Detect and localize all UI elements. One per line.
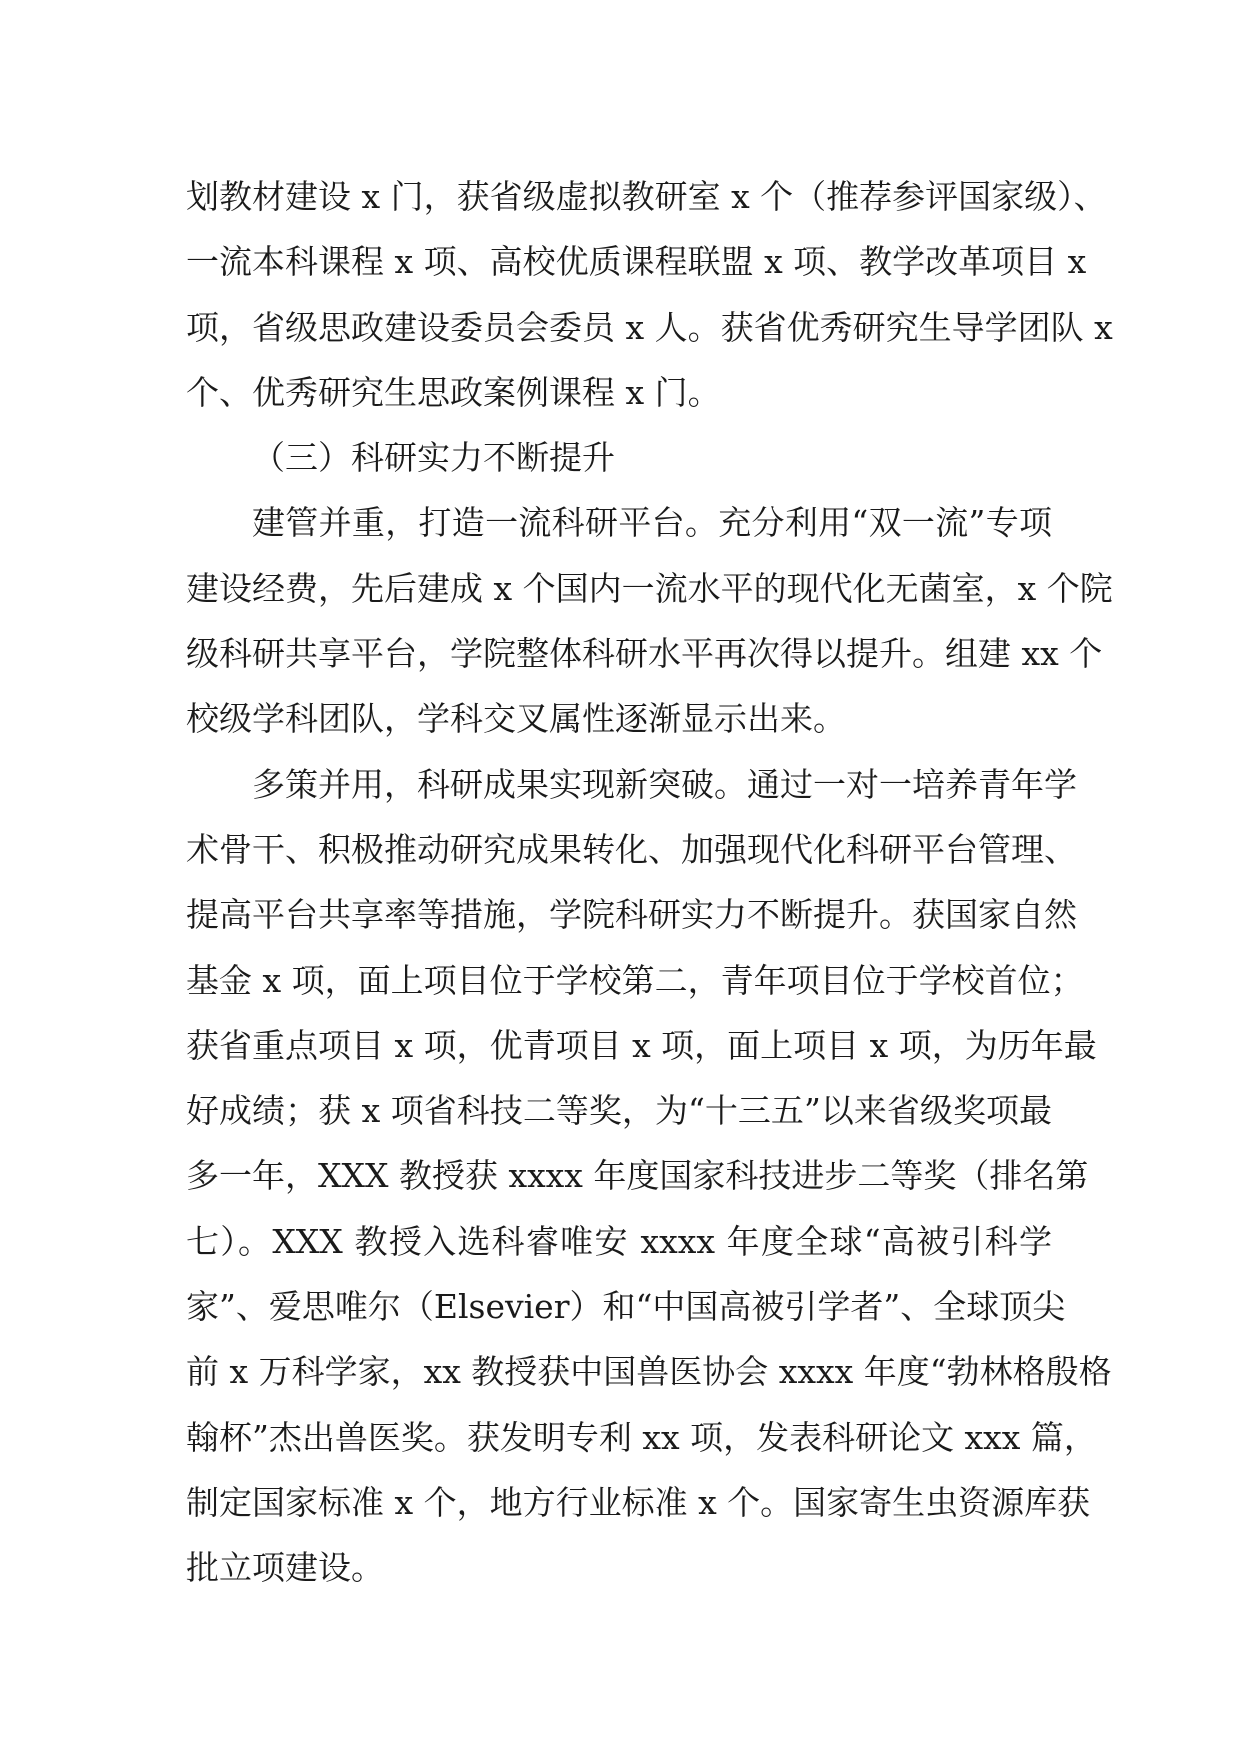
paragraph-line: 好成绩；获 x 项省科技二等奖，为“十三五”以来省级奖项最 xyxy=(186,1091,1052,1131)
paragraph-line: 校级学科团队，学科交叉属性逐渐显示出来。 xyxy=(186,699,846,739)
paragraph-line: 项，省级思政建设委员会委员 x 人。获省优秀研究生导学团队 x xyxy=(186,307,1113,347)
section-heading: （三）科研实力不断提升 xyxy=(252,438,615,478)
paragraph-line: 建设经费，先后建成 x 个国内一流水平的现代化无菌室，x 个院 xyxy=(186,568,1113,608)
paragraph-line: 翰杯”杰出兽医奖。获发明专利 xx 项，发表科研论文 xxx 篇， xyxy=(186,1417,1097,1457)
paragraph-line: 个、优秀研究生思政案例课程 x 门。 xyxy=(186,372,721,412)
paragraph-line: 批立项建设。 xyxy=(186,1548,384,1588)
paragraph-line: 制定国家标准 x 个，地方行业标准 x 个。国家寄生虫资源库获 xyxy=(186,1482,1091,1522)
paragraph-line: 多一年，XXX 教授获 xxxx 年度国家科技进步二等奖（排名第 xyxy=(186,1156,1089,1196)
paragraph-line: 提高平台共享率等措施，学院科研实力不断提升。获国家自然 xyxy=(186,895,1077,935)
paragraph-line: 划教材建设 x 门，获省级虚拟教研室 x 个（推荐参评国家级）、 xyxy=(186,177,1107,216)
paragraph-line: 一流本科课程 x 项、高校优质课程联盟 x 项、教学改革项目 x xyxy=(186,242,1087,282)
paragraph-line: 级科研共享平台，学院整体科研水平再次得以提升。组建 xx 个 xyxy=(186,634,1103,674)
paragraph-line: 术骨干、积极推动研究成果转化、加强现代化科研平台管理、 xyxy=(186,829,1077,869)
document-page xyxy=(186,164,1113,1601)
paragraph-line: 多策并用，科研成果实现新突破。通过一对一培养青年学 xyxy=(252,764,1077,804)
paragraph-line: 获省重点项目 x 项，优青项目 x 项，面上项目 x 项，为历年最 xyxy=(186,1025,1097,1065)
paragraph-line: 家”、爱思唯尔（Elsevier）和“中国高被引学者”、全球顶尖 xyxy=(186,1287,1066,1327)
paragraph-line: 七）。XXX 教授入选科睿唯安 xxxx 年度全球“高被引科学 xyxy=(186,1221,1052,1261)
paragraph-line: 前 x 万科学家，xx 教授获中国兽医协会 xxxx 年度“勃林格殷格 xyxy=(186,1352,1112,1392)
paragraph-line: 基金 x 项，面上项目位于学校第二，青年项目位于学校首位； xyxy=(186,960,1084,1000)
paragraph-line: 建管并重，打造一流科研平台。充分利用“双一流”专项 xyxy=(252,503,1052,543)
